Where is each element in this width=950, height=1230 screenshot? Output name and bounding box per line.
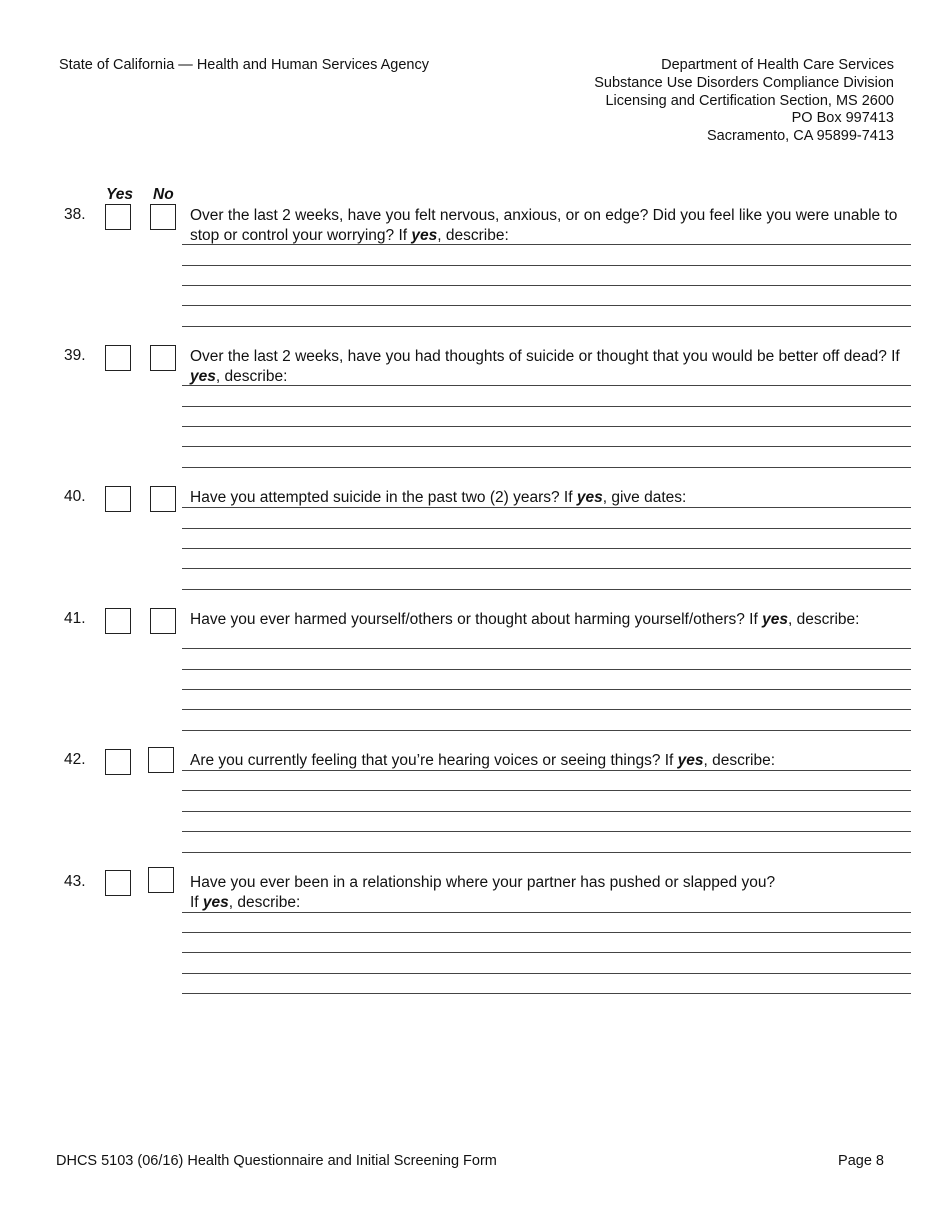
yes-column-header: Yes [106, 186, 134, 203]
question-number: 43. [64, 873, 86, 890]
department-address [594, 57, 894, 146]
answer-line[interactable] [182, 648, 911, 649]
question-number: 42. [64, 751, 86, 768]
answer-line[interactable] [182, 528, 911, 529]
answer-line[interactable] [182, 326, 911, 327]
answer-line[interactable] [182, 852, 911, 853]
address-line: Department of Health Care Services [661, 57, 894, 73]
answer-line[interactable] [182, 790, 911, 791]
answer-line[interactable] [182, 811, 911, 812]
answer-line[interactable] [182, 406, 911, 407]
answer-line[interactable] [182, 952, 911, 953]
question-text: Have you attempted suicide in the past two (2) years? If yes, give dates: [190, 489, 687, 506]
answer-line[interactable] [182, 709, 911, 710]
answer-line[interactable] [182, 589, 911, 590]
yes-checkbox[interactable] [105, 345, 131, 371]
no-checkbox[interactable] [150, 608, 176, 634]
answer-line[interactable] [182, 568, 911, 569]
question-text: Are you currently feeling that you’re hearing voices or seeing things? If yes, describe: [190, 752, 776, 769]
no-checkbox[interactable] [148, 747, 174, 773]
question-number: 39. [64, 347, 86, 364]
address-line: Sacramento, CA 95899-7413 [706, 128, 894, 145]
yes-checkbox[interactable] [105, 749, 131, 775]
answer-line[interactable] [182, 831, 911, 832]
address-line: Licensing and Certification Section, MS 2600 [605, 92, 894, 109]
no-checkbox[interactable] [150, 204, 176, 230]
answer-line[interactable] [182, 912, 911, 913]
form-identifier: DHCS 5103 (06/16) Health Questionnaire and Initial Screening Form [56, 1153, 497, 1169]
no-checkbox[interactable] [150, 486, 176, 512]
address-line: Substance Use Disorders Compliance Division [594, 74, 894, 91]
yes-checkbox[interactable] [105, 204, 131, 230]
no-checkbox[interactable] [150, 345, 176, 371]
question-number: 40. [64, 488, 86, 505]
yes-checkbox[interactable] [105, 608, 131, 634]
answer-line[interactable] [182, 993, 911, 994]
question-text: Over the last 2 weeks, have you had thoughts of suicide or thought that you would be better off dead? If yes, describe: [190, 348, 900, 385]
question-number: 41. [64, 610, 86, 627]
answer-line[interactable] [182, 689, 911, 690]
agency-name: State of California — Health and Human Services Agency [59, 57, 429, 73]
yes-checkbox[interactable] [105, 870, 131, 896]
no-checkbox[interactable] [148, 867, 174, 893]
answer-line[interactable] [182, 932, 911, 933]
answer-line[interactable] [182, 669, 911, 670]
answer-line[interactable] [182, 467, 911, 468]
answer-line[interactable] [182, 285, 911, 286]
answer-line[interactable] [182, 244, 911, 245]
answer-line[interactable] [182, 730, 911, 731]
answer-line[interactable] [182, 446, 911, 447]
answer-line[interactable] [182, 265, 911, 266]
page-number: Page 8 [838, 1153, 884, 1169]
yes-checkbox[interactable] [105, 486, 131, 512]
answer-line[interactable] [182, 305, 911, 306]
question-text: Have you ever been in a relationship where your partner has pushed or slapped you? If yes, describe: [190, 874, 776, 911]
question-number: 38. [64, 206, 86, 223]
answer-line[interactable] [182, 973, 911, 974]
answer-line[interactable] [182, 385, 911, 386]
answer-line[interactable] [182, 426, 911, 427]
question-text: Have you ever harmed yourself/others or thought about harming yourself/others? If yes, describe: [190, 611, 860, 628]
address-line: PO Box 997413 [791, 110, 894, 127]
answer-line[interactable] [182, 770, 911, 771]
no-column-header: No [153, 186, 174, 203]
question-text: Over the last 2 weeks, have you felt nervous, anxious, or on edge? Did you feel like you were unable to stop or control your worrying? If yes, describe: [190, 207, 898, 244]
answer-line[interactable] [182, 548, 911, 549]
answer-line[interactable] [182, 507, 911, 508]
